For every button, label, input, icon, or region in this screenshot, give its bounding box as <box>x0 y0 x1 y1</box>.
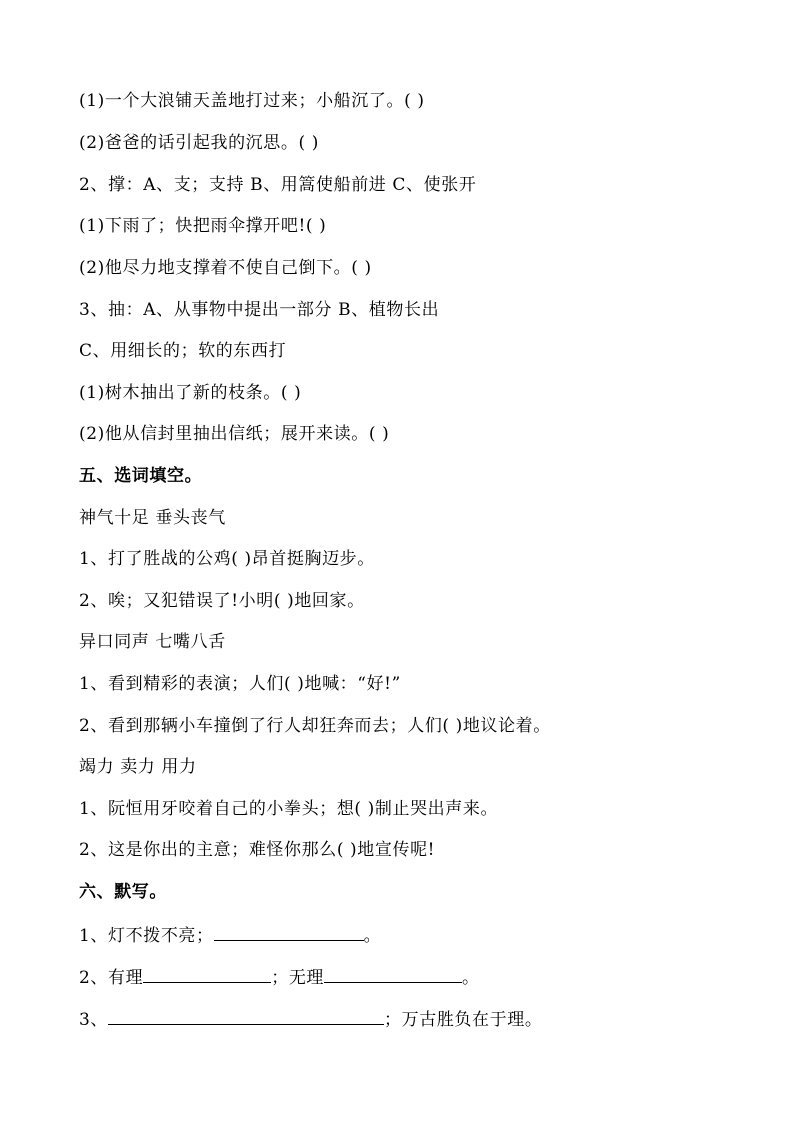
question-item: 2、唉；又犯错误了!小明( )地回家。 <box>79 591 365 611</box>
question-item: 1、阮恒用牙咬着自己的小拳头；想( )制止哭出声来。 <box>79 799 499 819</box>
section-heading: 六、默写。 <box>79 882 167 902</box>
dictation-prefix: 1、灯不拨不亮； <box>79 926 214 946</box>
answer-blank[interactable] <box>108 1008 384 1025</box>
word-choices: 神气十足 垂头丧气 <box>79 508 226 528</box>
word-choices: 异口同声 七嘴八舌 <box>79 632 226 652</box>
question-item: 2、这是你出的主意；难怪你那么( )地宣传呢! <box>79 840 436 860</box>
answer-blank[interactable] <box>324 966 462 983</box>
question-item: (1)下雨了；快把雨伞撑开吧!( ) <box>79 216 327 236</box>
dictation-item <box>79 924 381 946</box>
section-heading: 五、选词填空。 <box>79 466 203 486</box>
definition-line: 3、抽：A、从事物中提出一部分 B、植物长出 <box>79 300 440 320</box>
answer-blank[interactable] <box>143 966 271 983</box>
question-item: 1、看到精彩的表演；人们( )地喊：“好!” <box>79 674 401 694</box>
definition-line: 2、撑：A、支；支持 B、用篙使船前进 C、使张开 <box>79 175 477 195</box>
dictation-item <box>79 1008 542 1030</box>
question-item: (2)他从信封里抽出信纸；展开来读。( ) <box>79 424 390 444</box>
question-item: 1、打了胜战的公鸡( )昂首挺胸迈步。 <box>79 549 375 569</box>
question-item: (2)爸爸的话引起我的沉思。( ) <box>79 133 319 153</box>
dictation-suffix: ；万古胜负在于理。 <box>384 1010 543 1030</box>
dictation-prefix: 2、有理 <box>79 968 144 988</box>
definition-line: C、用细长的；软的东西打 <box>79 341 287 361</box>
dictation-middle: ；无理 <box>271 968 325 988</box>
dictation-item <box>79 966 480 988</box>
dictation-suffix: 。 <box>462 968 480 988</box>
dictation-prefix: 3、 <box>79 1010 109 1030</box>
dictation-suffix: 。 <box>363 926 382 946</box>
question-item: (1)一个大浪铺天盖地打过来；小船沉了。( ) <box>79 91 425 111</box>
question-item: (1)树木抽出了新的枝条。( ) <box>79 383 302 403</box>
question-item: (2)他尽力地支撑着不使自己倒下。( ) <box>79 258 372 278</box>
answer-blank[interactable] <box>214 924 364 941</box>
word-choices: 竭力 卖力 用力 <box>79 757 197 777</box>
question-item: 2、看到那辆小车撞倒了行人却狂奔而去；人们( )地议论着。 <box>79 716 551 736</box>
